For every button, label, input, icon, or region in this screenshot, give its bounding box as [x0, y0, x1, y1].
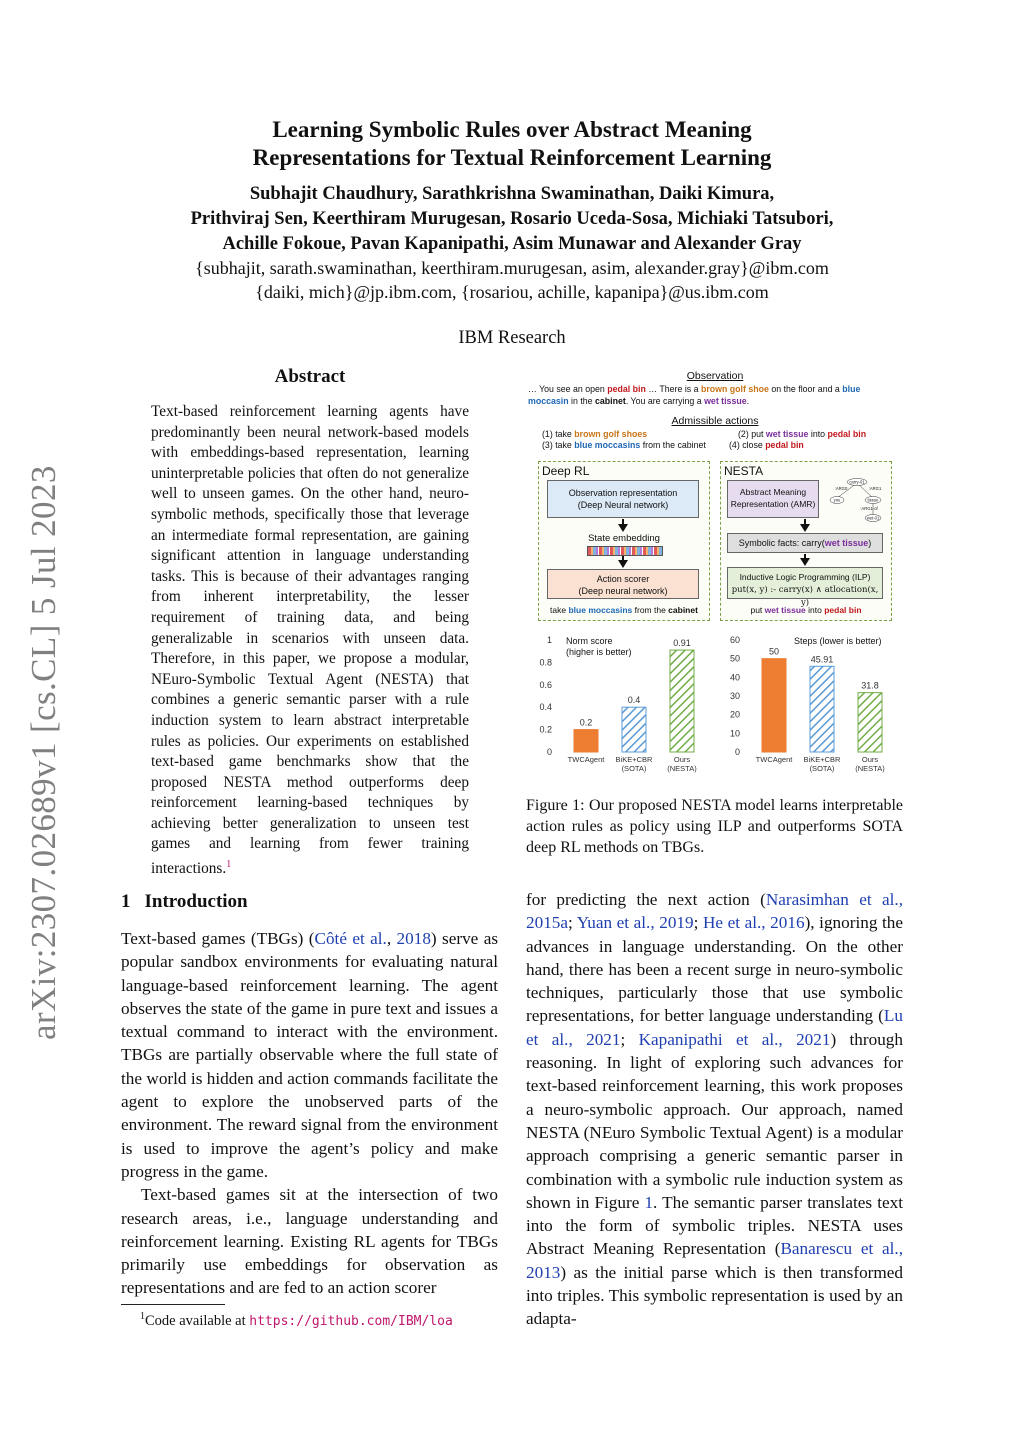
amr-node-label: tissue [867, 497, 879, 503]
text-run: into [808, 429, 828, 439]
nesta-panel [720, 461, 892, 621]
text-run: Text-based games (TBGs) ( [121, 929, 315, 948]
text-run: for predicting the next action ( [526, 890, 766, 909]
arrow-down-icon [618, 560, 628, 568]
intro-paragraph-3 [526, 888, 903, 1331]
entity-pedal-bin: pedal bin [827, 429, 867, 439]
intro-left-column [121, 927, 498, 1300]
y-tick-label: 0 [546, 747, 552, 757]
text-run: ), ignoring the advances in language understanding. On the other hand, there has been a recent surge in neuro-symbolic techniques, particularly those that use symbolic representations, for better language understanding ( [526, 913, 903, 1026]
admissible-action-3 [542, 440, 706, 450]
y-tick-label: 40 [729, 672, 740, 683]
amr-node-label: wet-01 [866, 515, 880, 521]
bar-value-label: 45.91 [810, 654, 834, 665]
bar [670, 650, 694, 752]
text-run: … You see an open [528, 384, 608, 394]
observation-representation-box [547, 480, 699, 518]
admissible-action-2 [738, 429, 866, 439]
citation-kapanipathi-2021[interactable]: Kapanipathi et al., 2021 [638, 1029, 831, 1049]
x-tick-label: BiKE+CBR [615, 755, 653, 764]
text-run: put [750, 605, 765, 615]
symbolic-facts-box [727, 533, 883, 553]
ilp-box [727, 567, 883, 608]
x-tick-label: Ours [673, 755, 691, 764]
emails-line-1: {subhajit, sarath.swaminathan, keerthiram.murugesan, asim, alexander.gray}@ibm.com [195, 258, 829, 278]
bar-value-label: 50 [768, 646, 780, 657]
box-line: Representation (AMR) [730, 499, 816, 509]
amr-edge-label: :ARG1-of [860, 506, 878, 511]
amr-node-label: carry-01 [849, 479, 865, 485]
entity-wet-tissue: wet tissue [765, 429, 809, 439]
deep-rl-label: Deep RL [542, 464, 590, 478]
intro-right-column [526, 888, 903, 1331]
citation-narasimhan-2015[interactable]: Narasimhan et al., 2015a [526, 890, 903, 933]
arrow-down-icon [800, 524, 810, 532]
text-run: take [550, 605, 569, 615]
arrow-down-icon [800, 558, 810, 566]
box-line: Abstract Meaning [739, 487, 807, 497]
entity-moccasin: moccasin [528, 395, 569, 406]
authors-line-2: Prithviraj Sen, Keerthiram Murugesan, Rosario Uceda-Sosa, Michiaki Tatsubori, [190, 209, 834, 229]
box-line: (Deep Neural network) [577, 500, 669, 510]
text-run: (3) take [542, 440, 575, 450]
entity-wet-tissue: wet tissue [764, 605, 806, 615]
text-run: (1) take [542, 429, 575, 439]
section-number: 1 [121, 891, 131, 912]
entity-wet-tissue: wet tissue [824, 538, 869, 548]
bar [622, 707, 646, 752]
amr-edge-label: :ARG1 [868, 486, 882, 491]
entity-wet-tissue: wet tissue [704, 395, 747, 406]
x-tick-label: TWCAgent [755, 755, 793, 764]
title-line-1: Learning Symbolic Rules over Abstract Meaning [272, 117, 752, 142]
y-tick-label: 60 [729, 635, 740, 645]
figure-1-caption: Figure 1: Our proposed NESTA model learns interpretable action rules as policy using ILP and outperforms SOTA deep RL methods on TBGs. [526, 797, 903, 856]
observation-text [528, 384, 902, 407]
citation-authors[interactable]: Côté et al. [314, 929, 387, 948]
bar-value-label: 0.2 [579, 717, 593, 728]
intro-paragraph-1 [121, 927, 498, 1183]
authors-line-3: Achille Fokoue, Pavan Kapanipathi, Asim Munawar and Alexander Gray [222, 234, 802, 254]
paper-title [100, 116, 924, 172]
section-title: Introduction [144, 891, 248, 912]
deep-rl-panel [538, 461, 710, 621]
authors-line-1: Subhajit Chaudhury, Sarathkrishna Swaminathan, Daiki Kimura, [249, 184, 775, 204]
citation-separator: ; [568, 913, 577, 933]
x-tick-label: BiKE+CBR [803, 755, 841, 764]
text-run: . The semantic parser translates text into the form of symbolic triples. NESTA uses Abstract Meaning Representation ( [526, 1192, 904, 1259]
abstract-heading: Abstract [274, 366, 346, 387]
entity-golf-shoes: brown golf shoes [574, 429, 648, 439]
steps-chart [714, 630, 904, 780]
x-tick-label: Ours [861, 755, 879, 764]
amr-box [727, 480, 819, 518]
footnote-rule [121, 1304, 225, 1305]
title-line-2: Representations for Textual Reinforcement Learning [252, 145, 772, 170]
author-list [100, 182, 924, 257]
citation-separator: ; [693, 913, 703, 933]
x-tick-label: (NESTA) [855, 764, 885, 773]
text-run: ) as the initial parse which is then transformed into triples. This symbolic representation is used by an adapta- [526, 1262, 903, 1329]
arxiv-identifier: arXiv:2307.02689v1 [cs.CL] 5 Jul 2023 [24, 465, 63, 1040]
bar-value-label: 31.8 [861, 680, 879, 691]
abstract-text: Text-based reinforcement learning agents have predominantly been neural network-based models with embeddings-based representation, learning uninterpretable policies that often do not generalize well to unseen games. On the other hand, neuro-symbolic methods, specifically those that leverage an intermediate formal representation, are gaining significant attention in language understanding tasks. This is because of their advantages ranging from inherent interpretability, the lesser requirement of training data, and being generalizable in scenarios with unseen data. Therefore, in this paper, we propose a modular, NEuro-Symbolic Textual Agent (NESTA) that combines a generic semantic parser with a rule induction system to learn abstract interpretable rules as policies. Our experiments on established text-based game benchmarks show that the proposed NESTA method outperforms deep reinforcement learning-based techniques by achieving better generalization to unseen test games and learning from fewer training interactions. [151, 403, 469, 878]
y-tick-label: 0.2 [539, 724, 552, 735]
admissible-action-4 [729, 440, 804, 450]
section-heading-introduction [121, 891, 248, 913]
figure-1 [526, 366, 904, 782]
y-tick-label: 30 [729, 691, 740, 701]
entity-pedal-bin: pedal bin [765, 440, 804, 450]
box-line: Action scorer [596, 574, 650, 584]
text-run: ) [868, 538, 872, 548]
y-tick-label: 1 [546, 635, 552, 645]
nesta-label: NESTA [724, 464, 764, 478]
admissible-actions-title: Admissible actions [671, 415, 759, 427]
abstract-body [151, 402, 469, 880]
affiliation: IBM Research [458, 328, 566, 348]
entity-cabinet: cabinet [668, 605, 698, 615]
norm-score-chart [526, 630, 716, 780]
y-tick-label: 0.4 [539, 702, 552, 713]
footnote-text: Code available at [145, 1312, 250, 1329]
chart-subtitle: (higher is better) [566, 647, 632, 657]
text-run: . You are carrying a [625, 395, 705, 406]
amr-edge-label: :ARG0 [834, 486, 848, 491]
citation-he-2016[interactable]: He et al., 2016 [702, 913, 805, 933]
citation-banarescu-2013[interactable]: Banarescu et al., 2013 [526, 1239, 903, 1282]
arrow-down-icon [618, 524, 628, 532]
author-emails [100, 256, 924, 304]
y-tick-label: 50 [729, 653, 740, 664]
text-run: Symbolic facts: carry( [738, 538, 825, 548]
box-line: Observation representation [568, 488, 678, 498]
entity-blue-moccasins: blue moccasins [574, 440, 641, 450]
text-run: on the floor and a [768, 384, 843, 394]
bar [574, 730, 598, 752]
citation-lu-2021[interactable]: Lu et al., 2021 [526, 1006, 903, 1049]
text-run: (4) close [729, 440, 766, 450]
state-embedding-vector [587, 546, 663, 556]
text-run: ) serve as popular sandbox environments for evaluating natural language-based reinforcement learning. The agent observes the state of the game in pure text and issues a textual command to interact with the environment. TBGs are partially observable where the full state of the world is hidden and action commands facilitate the agent to explore the unobserved parts of the environment. The reward signal from the environment is used to improve the agent’s policy and make progress in the game. [121, 929, 499, 1181]
text-run: (2) put [738, 429, 766, 439]
observation-title: Observation [686, 370, 744, 382]
entity-pedal-bin: pedal bin [607, 384, 646, 394]
text-run: into [805, 605, 825, 615]
amr-node-label: you [833, 497, 841, 503]
x-tick-label: (SOTA) [621, 764, 647, 773]
text-run: from the [632, 605, 669, 615]
footnote-mark: 1 [140, 1311, 145, 1322]
bar-value-label: 0.4 [627, 695, 641, 706]
box-line: Inductive Logic Programming (ILP) [739, 572, 871, 582]
bar-value-label: 0.91 [673, 638, 691, 649]
emails-line-2: {daiki, mich}@jp.ibm.com, {rosariou, achille, kapanipa}@us.ibm.com [255, 282, 769, 302]
chart-title: Steps (lower is better) [794, 636, 882, 646]
deep-rl-output-action [539, 605, 709, 615]
bar [762, 659, 786, 752]
citation-yuan-2019[interactable]: Yuan et al., 2019 [576, 913, 694, 933]
citation-separator: ; [620, 1029, 639, 1049]
y-tick-label: 0 [734, 747, 740, 757]
footnote [140, 1311, 453, 1330]
y-tick-label: 0.6 [539, 679, 552, 690]
abstract-footnote-link[interactable]: 1 [226, 859, 232, 871]
x-tick-label: (NESTA) [667, 764, 697, 773]
y-tick-label: 10 [729, 728, 740, 739]
amr-graph [823, 476, 887, 526]
state-embedding-label: State embedding [588, 533, 660, 544]
chart-title: Norm score [566, 636, 613, 646]
text-run: … There is a [645, 384, 701, 394]
citation-separator: , [386, 929, 397, 948]
citation-cote-2018[interactable] [314, 929, 430, 948]
text-run: ) through reasoning. In light of exploring such advances for text-based reinforcement learning, this work proposes a neuro-symbolic approach. Our approach, named NESTA (NEuro Symbolic Textual Agent) is a modular approach comprising a generic semantic parser in combination with a symbolic rule induction system as shown in Figure [526, 1029, 903, 1212]
entity-cabinet: cabinet [595, 395, 626, 406]
bar [810, 666, 834, 752]
citation-year[interactable]: 2018 [396, 929, 431, 948]
figure-reference-link[interactable]: 1 [644, 1192, 654, 1212]
entity-blue: blue [842, 384, 861, 394]
admissible-action-1 [542, 429, 647, 439]
intro-paragraph-2: Text-based games sit at the intersection of two research areas, i.e., language understanding and reinforcement learning. Existing RL agents for TBGs primarily use embeddings for observation as representations and are fed to an action scorer [121, 1185, 498, 1298]
ilp-rule: put(x, y) :- carry(x) ∧ atlocation(x, y) [731, 585, 879, 608]
text-run: in the [568, 395, 596, 406]
y-tick-label: 0.8 [539, 657, 552, 668]
entity-golf-shoe: brown golf shoe [700, 384, 769, 394]
text-run: . [746, 395, 750, 406]
footnote-url-link[interactable]: https://github.com/IBM/loa [249, 1313, 453, 1329]
bar [858, 693, 882, 752]
entity-pedal-bin: pedal bin [824, 605, 862, 615]
x-tick-label: (SOTA) [809, 764, 835, 773]
entity-blue-moccasins: blue moccasins [568, 605, 633, 615]
nesta-output-action [721, 605, 891, 615]
x-tick-label: TWCAgent [567, 755, 605, 764]
y-tick-label: 20 [729, 709, 740, 720]
action-scorer-box [547, 569, 699, 599]
text-run: from the cabinet [640, 440, 706, 450]
box-line: (Deep neural network) [578, 586, 668, 596]
